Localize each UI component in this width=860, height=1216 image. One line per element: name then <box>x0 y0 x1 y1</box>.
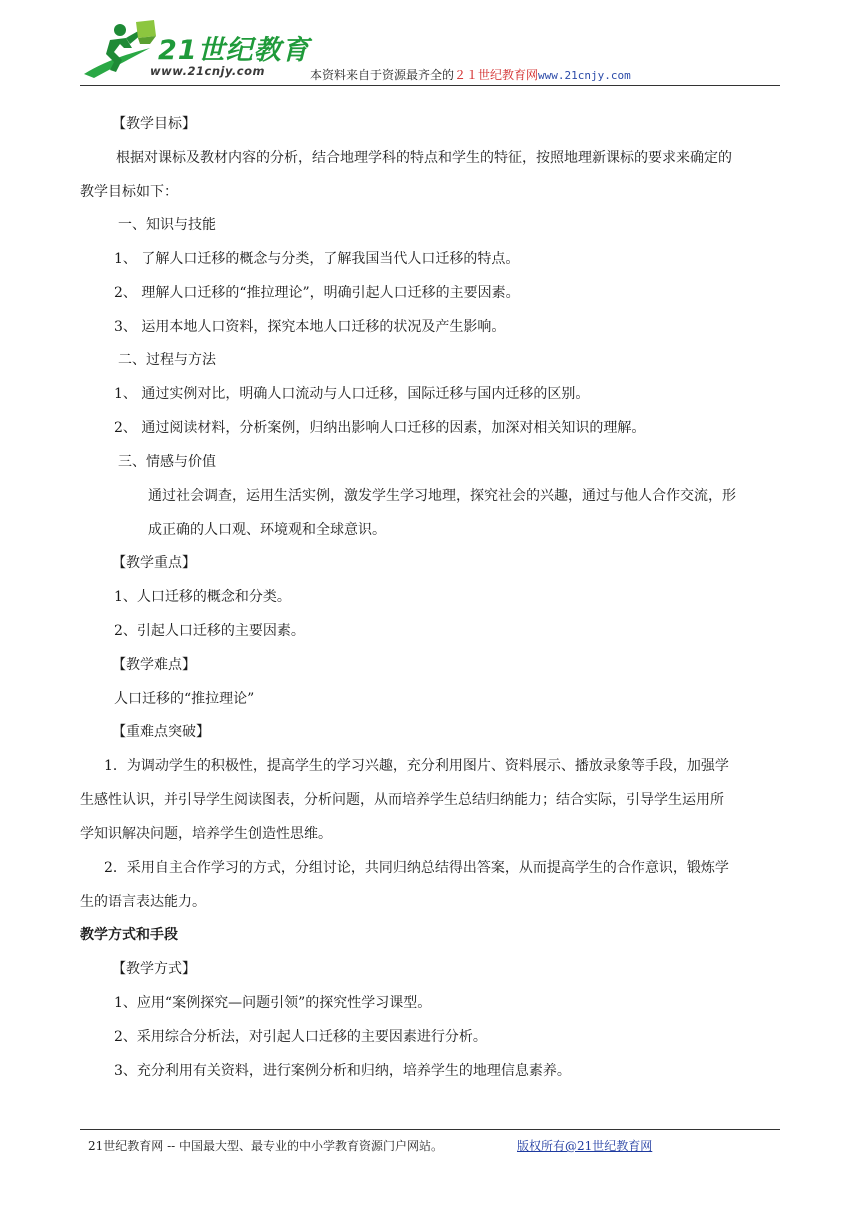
list-item: 3、 运用本地人口资料，探究本地人口迁移的状况及产生影响。 <box>114 319 506 335</box>
list-item: 1、应用“案例探究—问题引领”的探究性学习课型。 <box>114 995 432 1011</box>
list-item: 2、 理解人口迁移的“推拉理论”，明确引起人口迁移的主要因素。 <box>114 285 520 301</box>
paragraph-line: 1．为调动学生的积极性，提高学生的学习兴趣，充分利用图片、资料展示、播放录象等手段，加强学 <box>104 758 729 774</box>
heading-teaching-goals: 【教学目标】 <box>112 116 196 132</box>
paragraph-line: 2．采用自主合作学习的方式，分组讨论，共同归纳总结得出答案，从而提高学生的合作意识，锻炼学 <box>104 860 729 876</box>
header-tagline <box>310 66 631 83</box>
tagline-brand: ２１世纪教育网 <box>454 68 539 82</box>
heading-breakthrough: 【重难点突破】 <box>112 724 210 740</box>
copyright-link[interactable]: 版权所有@21世纪教育网 <box>517 1139 653 1153</box>
page-header <box>80 18 780 90</box>
section-heading: 二、过程与方法 <box>118 352 216 368</box>
section-heading: 一、知识与技能 <box>118 217 216 233</box>
site-logo[interactable] <box>80 18 310 86</box>
logo-url: www.21cnjy.com <box>150 64 265 78</box>
list-item: 2、采用综合分析法，对引起人口迁移的主要因素进行分析。 <box>114 1029 487 1045</box>
paragraph-line: 学知识解决问题，培养学生创造性思维。 <box>80 826 332 842</box>
paragraph-line: 成正确的人口观、环境观和全球意识。 <box>148 522 386 538</box>
paragraph-line: 根据对课标及教材内容的分析，结合地理学科的特点和学生的特征，按照地理新课标的要求来确定的 <box>116 150 732 166</box>
list-item: 2、引起人口迁移的主要因素。 <box>114 623 305 639</box>
paragraph-line: 通过社会调查，运用生活实例，激发学生学习地理，探究社会的兴趣，通过与他人合作交流，形 <box>148 488 736 504</box>
list-item: 3、充分利用有关资料，进行案例分析和归纳，培养学生的地理信息素养。 <box>114 1063 571 1079</box>
tagline-prefix: 本资料来自于资源最齐全的 <box>310 68 455 82</box>
paragraph-line: 生感性认识，并引导学生阅读图表，分析问题，从而培养学生总结归纳能力；结合实际，引导学生运用所 <box>80 792 724 808</box>
logo-wordmark: 21世纪教育 <box>158 35 310 66</box>
list-item: 2、 通过阅读材料，分析案例，归纳出影响人口迁移的因素，加深对相关知识的理解。 <box>114 420 646 436</box>
paragraph-line: 人口迁移的“推拉理论” <box>114 691 255 707</box>
list-item: 1、 通过实例对比，明确人口流动与人口迁移，国际迁移与国内迁移的区别。 <box>114 386 590 402</box>
list-item: 1、 了解人口迁移的概念与分类，了解我国当代人口迁移的特点。 <box>114 251 520 267</box>
section-heading: 三、情感与价值 <box>118 454 216 470</box>
paragraph-line: 教学目标如下： <box>80 184 178 200</box>
heading-key-points: 【教学重点】 <box>112 555 196 571</box>
section-title-methods: 教学方式和手段 <box>80 927 178 943</box>
heading-teaching-methods: 【教学方式】 <box>112 961 196 977</box>
footer-divider <box>80 1129 780 1130</box>
running-figure-icon <box>80 18 160 86</box>
heading-difficult-points: 【教学难点】 <box>112 657 196 673</box>
list-item: 1、人口迁移的概念和分类。 <box>114 589 291 605</box>
footer-text: 21世纪教育网 -- 中国最大型、最专业的中小学教育资源门户网站。 <box>88 1139 444 1153</box>
header-divider <box>80 85 780 86</box>
paragraph-line: 生的语言表达能力。 <box>80 894 206 910</box>
tagline-url-link[interactable]: www.21cnjy.com <box>538 69 631 82</box>
